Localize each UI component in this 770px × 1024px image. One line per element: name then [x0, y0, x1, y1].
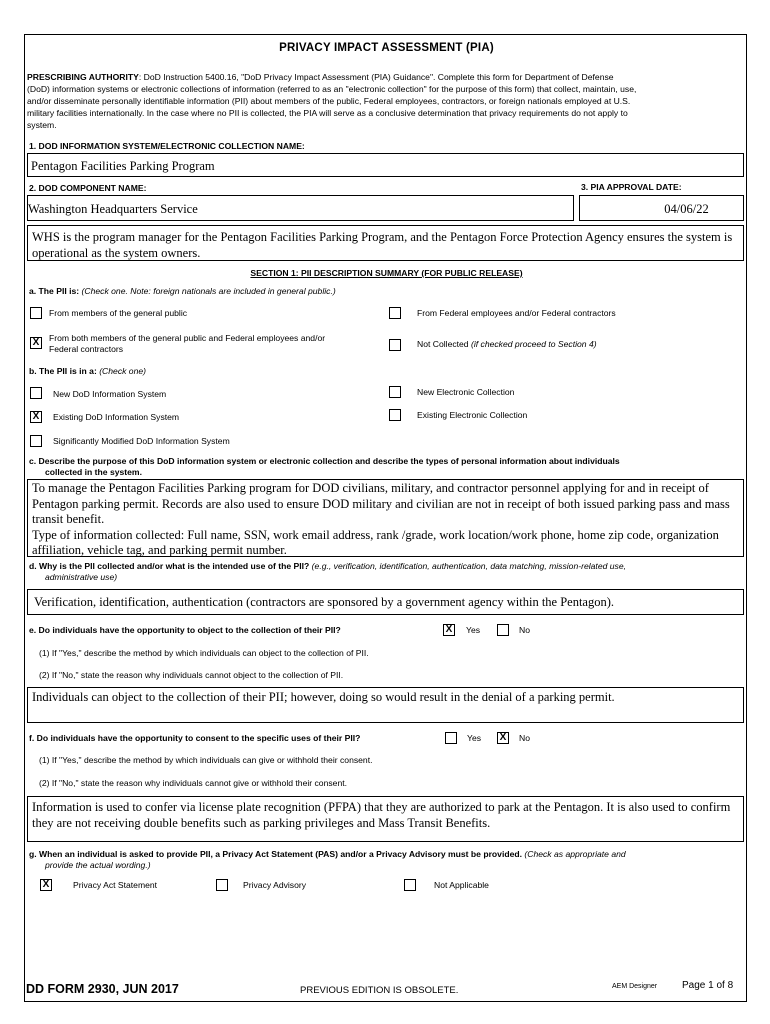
a-opt3-line2: Federal contractors — [49, 344, 124, 354]
form-number: DD FORM 2930, JUN 2017 — [26, 982, 179, 996]
b-note: (Check one) — [96, 366, 147, 376]
e-no-label: No — [519, 625, 530, 635]
a-label: a. The PII is: — [29, 286, 80, 296]
a-opt1-checkbox[interactable] — [30, 307, 42, 319]
page-number: Page 1 of 8 — [682, 980, 734, 991]
c-text-3: transit benefit. — [32, 512, 105, 526]
g-opt3-checkbox[interactable] — [404, 879, 416, 891]
f-sub1: (1) If "Yes," describe the method by which individuals can give or withhold their consent. — [39, 755, 373, 765]
a-opt1-label: From members of the general public — [49, 308, 188, 318]
e-yes-checkbox[interactable]: X — [443, 624, 455, 636]
c-text-4: Type of information collected: Full name, SSN, work email address, rank /grade, work location/work phone, home zip code, organization — [32, 527, 719, 542]
f-no-label: No — [519, 733, 530, 743]
question-g — [29, 849, 626, 871]
system-name-field[interactable]: Pentagon Facilities Parking Program — [27, 153, 744, 177]
authority-text-5: system. — [27, 120, 57, 130]
b-opt4-label: Existing Electronic Collection — [417, 410, 528, 420]
e-yes-label: Yes — [466, 625, 481, 635]
form-title: PRIVACY IMPACT ASSESSMENT (PIA) — [279, 42, 494, 54]
a-opt2-checkbox[interactable] — [389, 307, 401, 319]
prescribing-authority — [27, 71, 745, 131]
aem-designer-label: AEM Designer — [612, 983, 658, 990]
c-label-2: collected in the system. — [45, 467, 142, 477]
c-text-2: Pentagon parking permit. Records are also used to ensure DOD military and civilian are not in receipt of both issued parking pass and mass — [32, 496, 730, 511]
g-opt2-label: Privacy Advisory — [243, 880, 307, 890]
q1-label: 1. DOD INFORMATION SYSTEM/ELECTRONIC COLLECTION NAME: — [29, 141, 305, 151]
question-d — [29, 561, 626, 583]
b-opt4-checkbox[interactable] — [389, 409, 401, 421]
a-opt4-label — [417, 339, 597, 350]
g-opt2-checkbox[interactable] — [216, 879, 228, 891]
e-sub2: (2) If "No," state the reason why individuals cannot object to the collection of PII. — [39, 670, 344, 680]
f-text-1: Information is used to confer via license plate recognition (PFPA) that they are authorized to park at the Pentagon. It is also used to confirm — [32, 800, 731, 814]
a-opt2-label: From Federal employees and/or Federal contractors — [417, 308, 616, 318]
consent-reason-field[interactable] — [27, 796, 744, 842]
a-opt4-text: Not Collected — [417, 339, 471, 349]
g-label: g. When an individual is asked to provide PII, a Privacy Act Statement (PAS) and/or a Privacy Advisory must be provided. — [29, 849, 522, 859]
a-opt3-line1: From both members of the general public and Federal employees and/or — [49, 333, 326, 343]
intended-use-field[interactable]: Verification, identification, authentication (contractors are sponsored by a government agency within the Pentagon). — [27, 589, 744, 615]
previous-edition-note: PREVIOUS EDITION IS OBSOLETE. — [300, 985, 459, 996]
b-opt2-label: New Electronic Collection — [417, 387, 515, 397]
authority-text-3: and/or disseminate personally identifiable information (PII) about members of the public, Federal employees, contractors, or foreign nationals employed at U.S. — [27, 96, 631, 106]
authority-text-2: (DoD) information systems or electronic collections of information (referred to as an "electronic collection" for the purpose of this form) that collect, maintain, use, — [27, 84, 637, 94]
g-opt1-label: Privacy Act Statement — [73, 880, 158, 890]
component-name-field[interactable]: Washington Headquarters Service — [27, 195, 574, 221]
b-opt3-label: Existing DoD Information System — [53, 412, 180, 422]
approval-date-field[interactable]: 04/06/22 — [579, 195, 744, 221]
d-note-1: (e.g., verification, identification, authentication, data matching, mission-related use, — [309, 561, 627, 571]
authority-text-4: military facilities internationally. In the case where no PII is collected, the PIA will serve as a conclusive determination that privacy requirements do not apply to — [27, 108, 628, 118]
q3-label: 3. PIA APPROVAL DATE: — [581, 182, 682, 192]
a-opt4-checkbox[interactable] — [389, 339, 401, 351]
purpose-field[interactable] — [27, 479, 744, 557]
f-label: f. Do individuals have the opportunity to consent to the specific uses of their PII? — [29, 733, 361, 743]
authority-text-1: : DoD Instruction 5400.16, "DoD Privacy Impact Assessment (PIA) Guidance". Complete this form for Department of Defense — [138, 72, 614, 82]
c-text-5: affiliation, vehicle tag, and parking permit number. — [32, 543, 287, 557]
a-opt4-note: (if checked proceed to Section 4) — [470, 339, 597, 349]
b-opt5-label: Significantly Modified DoD Information System — [53, 436, 230, 446]
f-yes-label: Yes — [467, 733, 482, 743]
q2-label: 2. DOD COMPONENT NAME: — [29, 183, 147, 193]
b-opt2-checkbox[interactable] — [389, 386, 401, 398]
f-text-2: they are not receiving double benefits such as parking privileges and Mass Transit Benefits. — [32, 816, 491, 830]
object-reason-field[interactable]: Individuals can object to the collection of their PII; however, doing so would result in the denial of a parking permit. — [27, 687, 744, 723]
authority-label: PRESCRIBING AUTHORITY — [27, 72, 139, 82]
b-opt1-label: New DoD Information System — [53, 389, 167, 399]
d-note-2: administrative use) — [45, 572, 118, 582]
e-no-checkbox[interactable] — [497, 624, 509, 636]
form-page — [24, 34, 747, 1002]
b-opt1-checkbox[interactable] — [30, 387, 42, 399]
section1-heading: SECTION 1: PII DESCRIPTION SUMMARY (FOR PUBLIC RELEASE) — [250, 268, 523, 278]
f-yes-checkbox[interactable] — [445, 732, 457, 744]
b-opt3-checkbox[interactable]: X — [30, 411, 42, 423]
a-opt3-label — [49, 333, 325, 355]
a-note: (Check one. Note: foreign nationals are included in general public.) — [79, 286, 336, 296]
e-label: e. Do individuals have the opportunity to object to the collection of their PII? — [29, 625, 341, 635]
summary-field[interactable] — [27, 225, 744, 261]
g-note-2: provide the actual wording.) — [45, 860, 151, 870]
c-text-1: To manage the Pentagon Facilities Parking program for DOD civilians, military, and contractor personnel applying for and in receipt of — [32, 481, 709, 495]
d-label: d. Why is the PII collected and/or what is the intended use of the PII? — [29, 561, 310, 571]
question-b — [29, 365, 146, 377]
summary-line-2: operational as the system owners. — [32, 246, 201, 260]
f-sub2: (2) If "No," state the reason why individuals cannot give or withhold their consent. — [39, 778, 347, 788]
c-label-1: c. Describe the purpose of this DoD information system or electronic collection and describe the types of personal information about individuals — [29, 456, 620, 466]
b-label: b. The PII is in a: — [29, 366, 97, 376]
g-opt1-checkbox[interactable]: X — [40, 879, 52, 891]
a-opt3-checkbox[interactable]: X — [30, 337, 42, 349]
g-opt3-label: Not Applicable — [434, 880, 489, 890]
question-c — [29, 456, 620, 478]
question-a — [29, 285, 336, 297]
b-opt5-checkbox[interactable] — [30, 435, 42, 447]
summary-line-1: WHS is the program manager for the Pentagon Facilities Parking Program, and the Pentagon Force Protection Agency ensures the system is — [32, 230, 733, 244]
g-note-1: (Check as appropriate and — [522, 849, 626, 859]
e-sub1: (1) If "Yes," describe the method by which individuals can object to the collection of PII. — [39, 648, 369, 658]
f-no-checkbox[interactable]: X — [497, 732, 509, 744]
